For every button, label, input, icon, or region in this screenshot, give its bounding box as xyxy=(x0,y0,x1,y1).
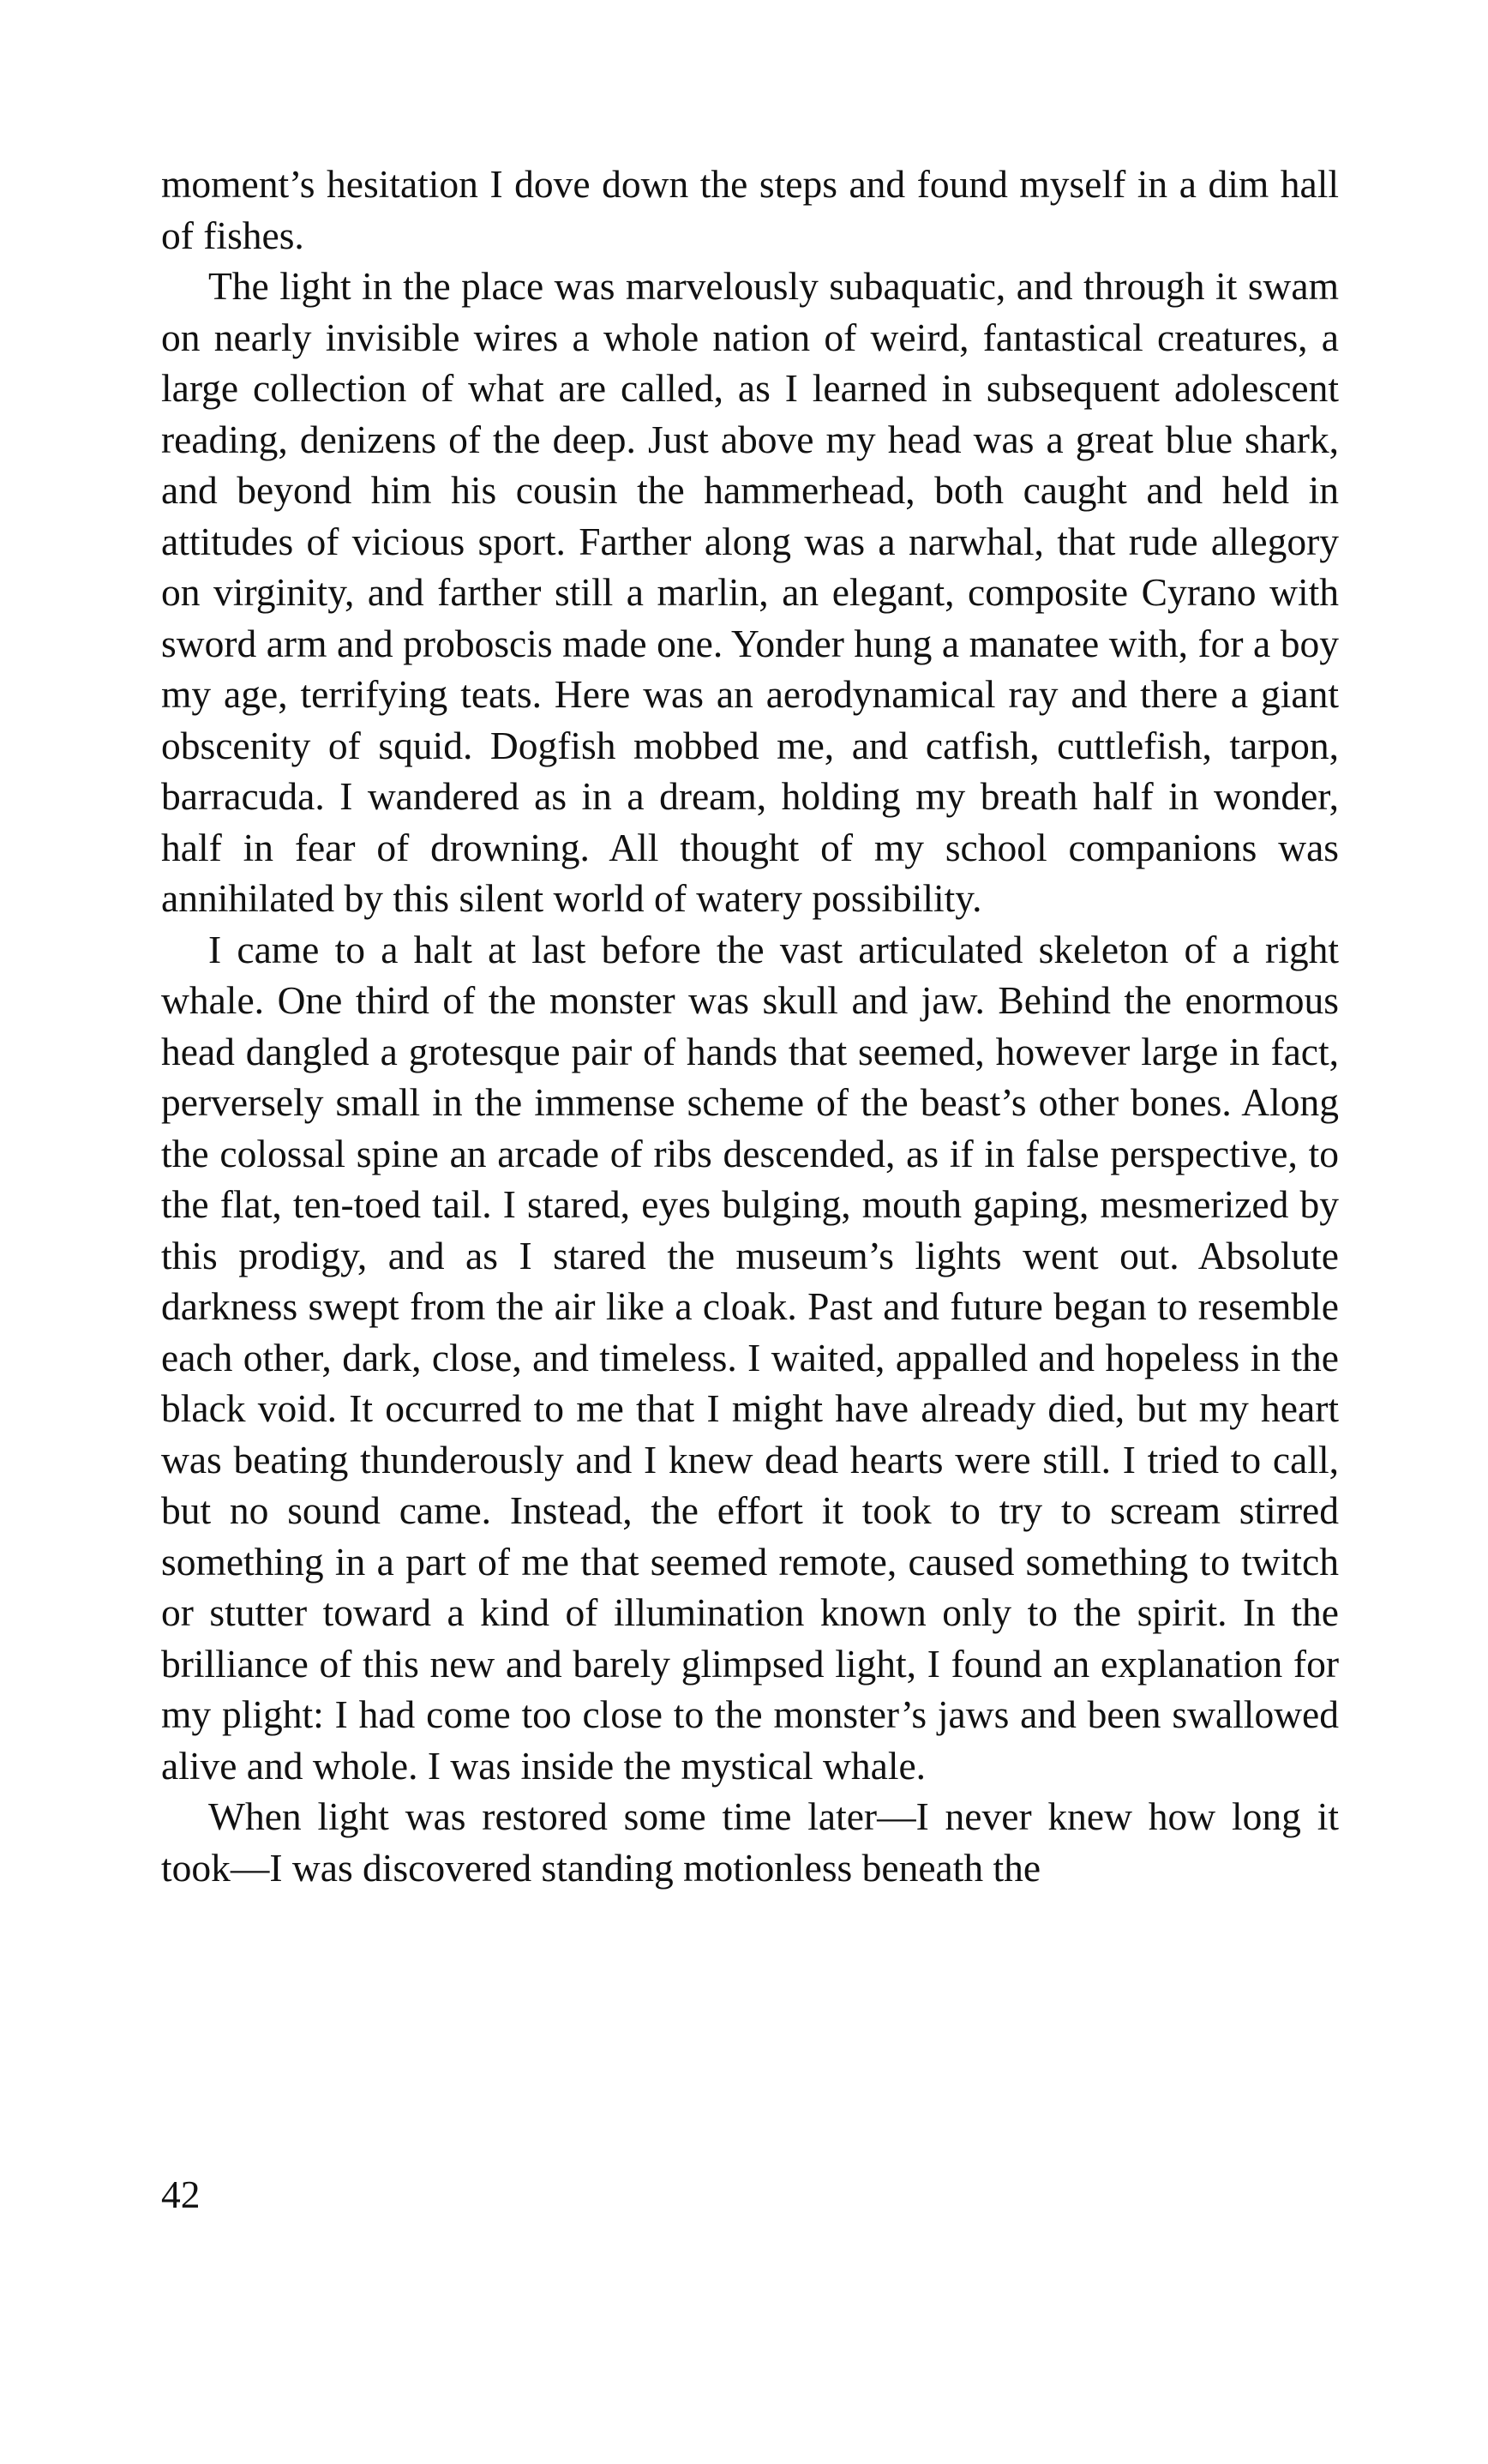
paragraph-continued: moment’s hesitation I dove down the steps and found myself in a dim hall of fishes. xyxy=(161,162,1339,257)
body-text xyxy=(161,159,1339,1893)
paragraph-whale-skeleton: I came to a halt at last before the vast articulated skeleton of a right whale. One third of the monster was skull and jaw. Behind the enormous head dangled a grotesque pair of hands that seemed, however large in fact, perversely small in the immense scheme of the beast’s other bones. Along the colossal spine an arcade of ribs descended, as if in false perspective, to the flat, ten-toed tail. I stared, eyes bulging, mouth gaping, mesmerized by this prodigy, and as I stared the museum’s lights went out. Absolute darkness swept from the air like a cloak. Past and future began to resemble each other, dark, close, and timeless. I waited, appalled and hopeless in the black void. It occurred to me that I might have already died, but my heart was beating thunderously and I knew dead hearts were still. I tried to call, but no sound came. Instead, the effort it took to try to scream stirred something in a part of me that seemed remote, caused something to twitch or stutter toward a kind of illumination known only to the spirit. In the brilliance of this new and barely glimpsed light, I found an explanation for my plight: I had come too close to the monster’s jaws and been swallowed alive and whole. I was inside the mystical whale. xyxy=(161,927,1339,1788)
page-number: 42 xyxy=(161,2173,201,2216)
paragraph-light-restored: When light was restored some time later—I never knew how long it took—I was discovered standing motionless beneath the xyxy=(161,1794,1339,1890)
paragraph-hall-of-fishes: The light in the place was marvelously subaquatic, and through it swam on nearly invisible wires a whole nation of weird, fantastical creatures, a large collection of what are called, as I learned in subsequent adolescent reading, denizens of the deep. Just above my head was a great blue shark, and beyond him his cousin the hammerhead, both caught and held in attitudes of vicious sport. Farther along was a narwhal, that rude allegory on virginity, and farther still a marlin, an elegant, composite Cyrano with sword arm and proboscis made one. Yonder hung a manatee with, for a boy my age, terrifying teats. Here was an aerodynamical ray and there a giant obscenity of squid. Dogfish mobbed me, and catfish, cuttlefish, tarpon, barracuda. I wandered as in a dream, holding my breath half in wonder, half in fear of drowning. All thought of my school companions was annihilated by this silent world of watery possibility. xyxy=(161,264,1339,920)
